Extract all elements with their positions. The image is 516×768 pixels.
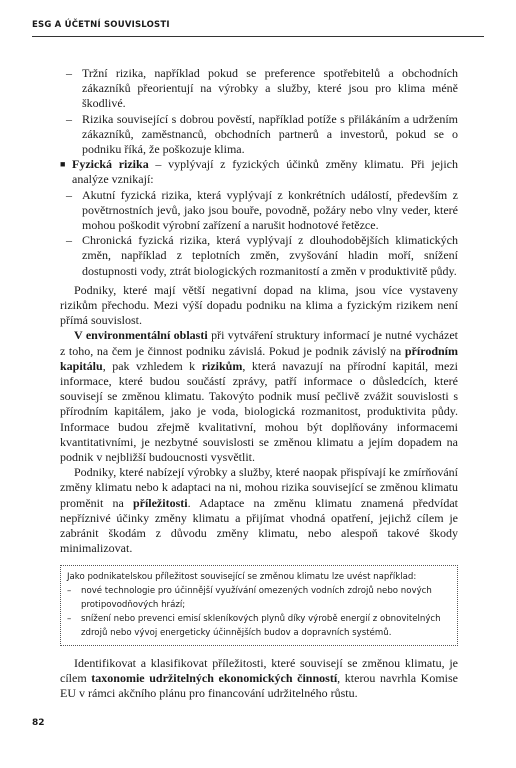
dash-marker: – <box>67 613 72 624</box>
list-item-text: Chronická fyzická rizika, která vyplývají z dlouhodobějších klimatických změn, například z teplotních změn, zvyšování hladin moří, snížení dostupnosti vody, ztrát biologických rozmanitostí a změn v produktivitě půdy. <box>82 233 458 278</box>
dash-marker: – <box>66 187 72 202</box>
example-box <box>60 565 458 646</box>
list-item-text: Rizika související s dobrou pověstí, například potíže s přilákáním a udržením zákazníků, zaměstnanců, obchodních partnerů a investorů, pokud se o podniku říká, že poškozuje klima. <box>82 111 458 157</box>
dash-marker: – <box>66 233 72 248</box>
list-item-text: Akutní fyzická rizika, která vyplývají z konkrétních událostí, především z povětrnostních jevů, jako jsou bouře, povodně, požáry nebo vlny veder, které mohou poškodit výrobní zařízení a narušit hodnotové řetězce. <box>82 187 458 233</box>
paragraph: V environmentální oblasti při vytváření struktury informací je nutné vycházet z toho, na čem je činnost podniku závislá. Pokud je podnik závislý na přírodním kapitálu, pak vzhledem k rizikům, která navazují na přírodní kapitál, mezi informace, které budou součástí zprávy, patří informace o důsledcích, které souvisejí se změnou klimatu. Takovýto podnik musí pečlivě zvážit souvislosti s přírodním kapitálem, jako je voda, biologická rozmanitost, produktivita půdy. Informace budou zřejmě kvalitativní, mohou být doplňovány informacemi kvantitativními, je nezbytné souvislosti se změnou klimatu a jejím dopadem na podnik v nejbližší budoucnosti vysvětlit. <box>60 328 458 465</box>
dash-marker: – <box>66 66 72 80</box>
list-item <box>60 112 458 158</box>
list-item <box>60 188 458 234</box>
dash-marker: – <box>67 585 72 596</box>
paragraph: Podniky, které mají větší negativní dopad na klima, jsou více vystaveny rizikům přechodu. Mezi výší dopadu podniku na klima a fyzickým rizikem není přímá souvislost. <box>60 282 458 328</box>
box-item-text: snížení nebo prevenci emisí skleníkových plynů díky výrobě energií z obnovitelných zdrojů nebo vývoj energeticky účinnějších budov a dopravních systémů. <box>81 613 441 638</box>
square-bullet-icon: ■ <box>60 159 66 170</box>
box-intro: Jako podnikatelskou příležitost související se změnou klimatu lze uvést například: <box>67 571 417 582</box>
bullet-text: – vyplývají z fyzických účinků změny klimatu. Při jejich analýze vznikají: <box>72 157 459 187</box>
running-header: ESG A ÚČETNÍ SOUVISLOSTI <box>32 20 170 30</box>
box-list-item <box>67 584 451 612</box>
list-item-text: Tržní rizika, například pokud se preference spotřebitelů a obchodních zákazníků přeorientují na výrobky a služby, které jsou pro klima méně škodlivé. <box>82 66 458 111</box>
list-item <box>60 233 458 279</box>
box-list-item <box>67 612 451 640</box>
paragraph: Identifikovat a klasifikovat příležitosti, které souvisejí se změnou klimatu, je cílem taxonomie udržitelných ekonomických činností, kterou navrhla Komise EU v rámci akčního plánu pro financování udržitelného růstu. <box>60 655 458 700</box>
bullet-item <box>60 157 458 187</box>
header-rule <box>32 36 484 37</box>
body-text <box>60 66 458 701</box>
bullet-heading: Fyzická rizika <box>72 157 149 172</box>
paragraph: Podniky, které nabízejí výrobky a služby, které naopak přispívají ke zmírňování změny klimatu nebo k adaptaci na ni, mohou rizika související se změnou klimatu proměnit na příležitosti. Adaptace na změnu klimatu znamená předvídat nepříznivé účinky změny klimatu a přijímat vhodná opatření, jejichž cílem je zabránit škodám z důvodu změny klimatu, nebo alespoň takové škody minimalizovat. <box>60 465 458 556</box>
list-item <box>60 66 458 112</box>
page-number: 82 <box>32 718 45 728</box>
box-item-text: nové technologie pro účinnější využívání omezených vodních zdrojů nebo nových protipovodňových hrází; <box>81 585 432 610</box>
dash-marker: – <box>66 111 72 126</box>
